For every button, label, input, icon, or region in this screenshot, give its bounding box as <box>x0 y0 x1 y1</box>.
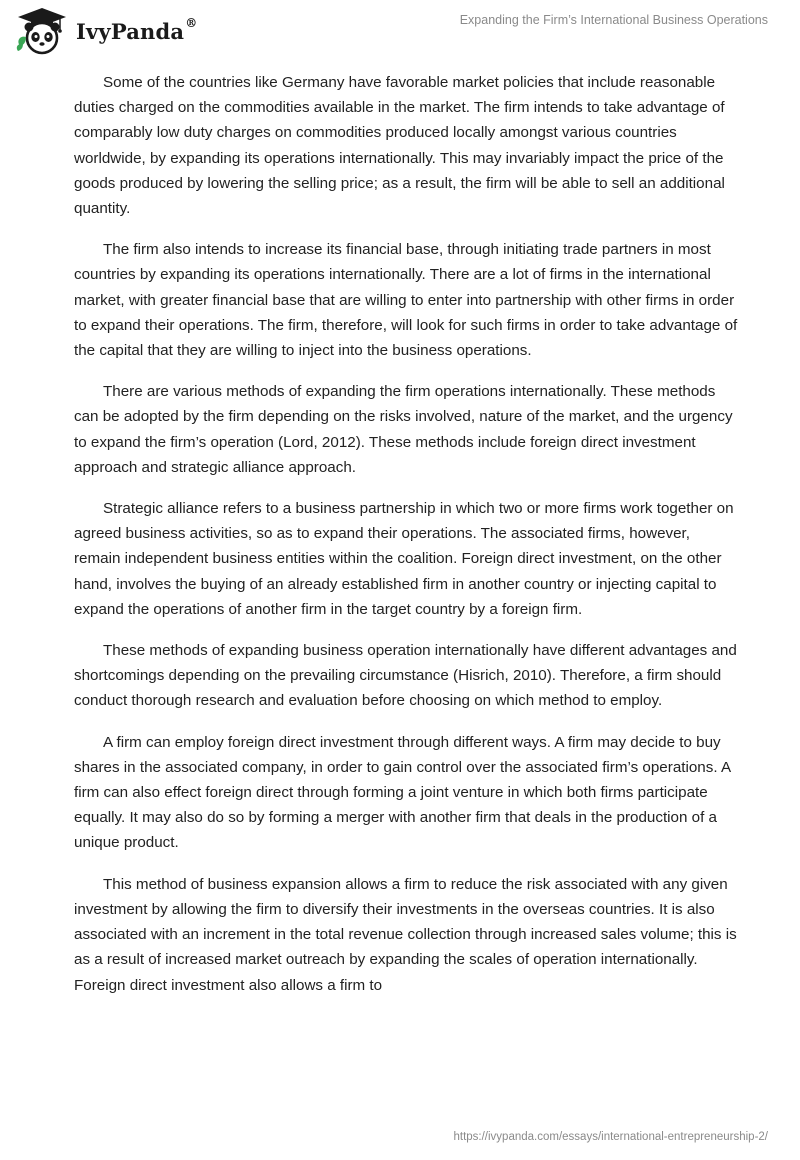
paragraph: These methods of expanding business operation internationally have different advantages and shortcomings depending on the prevailing circumstance (Hisrich, 2010). Therefore, a firm should conduct thorough research and evaluation before choosing on which method to employ. <box>74 642 737 710</box>
paragraph: This method of business expansion allows a firm to reduce the risk associated with any given investment by allowing the firm to diversify their investments in the overseas countries. It is also associated with an increment in the total revenue collection through increased sales volume; this is as a result of increased market outreach by expanding the scales of operation internationally. Foreign direct investment also allows a firm to <box>74 875 737 994</box>
panda-graduate-icon <box>14 6 70 56</box>
footer-url[interactable]: https://ivypanda.com/essays/international-entrepreneurship-2/ <box>453 1131 768 1143</box>
logo-text: IvyPanda® <box>76 15 198 44</box>
paragraph: There are various methods of expanding the firm operations internationally. These methods can be adopted by the firm depending on the risks involved, nature of the market, and the urgency to expand the firm’s operation (Lord, 2012). These methods include foreign direct investment approach and strategic alliance approach. <box>74 383 733 476</box>
page-header <box>0 0 800 60</box>
ivypanda-logo[interactable] <box>14 6 197 56</box>
paragraph: Some of the countries like Germany have favorable market policies that include reasonable duties charged on the commodities available in the market. The firm intends to take advantage of comparably low duty charges on commodities produced locally amongst various countries worldwide, by expanding its operations internationally. This may invariably impact the price of the goods produced by lowering the selling price; as a result, the firm will be able to sell an additional quantity. <box>74 74 725 218</box>
document-title: Expanding the Firm’s International Business Operations <box>459 13 768 27</box>
paragraph: The firm also intends to increase its financial base, through initiating trade partners in most countries by expanding its operations internationally. There are a lot of firms in the international market, with greater financial base that are willing to enter into partnership with other firms in order to expand their operations. The firm, therefore, will look for such firms in order to take advantage of the capital that they are willing to inject into the business operations. <box>74 241 738 360</box>
paragraph: Strategic alliance refers to a business partnership in which two or more firms work together on agreed business activities, so as to expand their operations. The associated firms, however, remain independent business entities within the coalition. Foreign direct investment, on the other hand, involves the buying of an already established firm in another country or injecting capital to expand the operations of another firm in the target country by a foreign firm. <box>74 500 734 618</box>
paragraph: A firm can employ foreign direct investment through different ways. A firm may decide to buy shares in the associated company, in order to gain control over the associated firm’s operations. A firm can also effect foreign direct through forming a joint venture in which both firms participate equally. It may also do so by forming a merger with another firm that deals in the production of a unique product. <box>74 733 731 852</box>
essay-body <box>74 70 739 1014</box>
